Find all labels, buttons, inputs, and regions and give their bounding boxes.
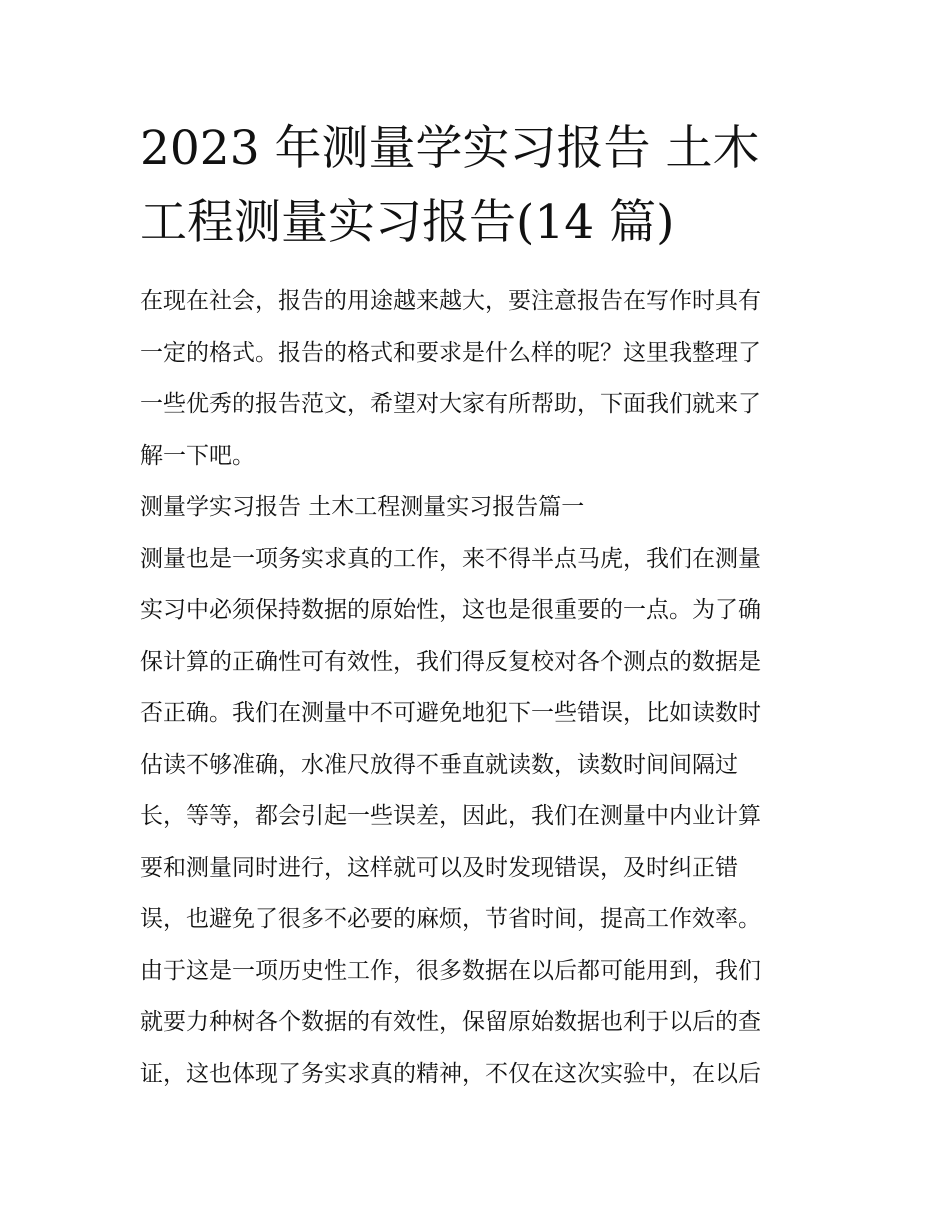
body-line: 长，等等，都会引起一些误差，因此，我们在测量中内业计算 bbox=[140, 803, 761, 829]
body-line: 证，这也体现了务实求真的精神，不仅在这次实验中，在以后 bbox=[140, 1060, 761, 1087]
document-title bbox=[140, 112, 820, 260]
body-line: 估读不够准确，水准尺放得不垂直就读数，读数时间间隔过 bbox=[140, 751, 738, 778]
section-heading-text: 测量学实习报告 土木工程测量实习报告篇一 bbox=[140, 494, 585, 520]
body-line: 保计算的正确性可有效性，我们得反复校对各个测点的数据是 bbox=[140, 648, 761, 675]
intro-line: 解一下吧。 bbox=[140, 442, 255, 469]
intro-line: 一些优秀的报告范文，希望对大家有所帮助，下面我们就来了 bbox=[140, 391, 761, 417]
intro-line: 在现在社会，报告的用途越来越大，要注意报告在写作时具有 bbox=[140, 288, 761, 314]
body-line: 要和测量同时进行，这样就可以及时发现错误，及时纠正错 bbox=[140, 854, 738, 881]
document-body bbox=[140, 276, 812, 1100]
intro-line: 一定的格式。报告的格式和要求是什么样的呢？这里我整理了 bbox=[140, 339, 761, 366]
title-line-1: 2023 年测量学实习报告 土木 bbox=[140, 121, 760, 176]
body-line: 误，也避免了很多不必要的麻烦，节省时间，提高工作效率。 bbox=[140, 906, 761, 932]
body-line: 测量也是一项务实求真的工作，来不得半点马虎，我们在测量 bbox=[140, 545, 761, 572]
body-line: 否正确。我们在测量中不可避免地犯下一些错误，比如读数时 bbox=[140, 700, 761, 726]
intro-paragraph bbox=[140, 276, 812, 482]
body-paragraph bbox=[140, 534, 812, 1101]
title-line-2: 工程测量实习报告(14 篇) bbox=[140, 195, 675, 250]
section-heading bbox=[140, 482, 812, 534]
body-line: 就要力种树各个数据的有效性，保留原始数据也利于以后的查 bbox=[140, 1009, 761, 1035]
body-line: 由于这是一项历史性工作，很多数据在以后都可能用到，我们 bbox=[140, 957, 761, 984]
body-line: 实习中必须保持数据的原始性，这也是很重要的一点。为了确 bbox=[140, 597, 761, 623]
